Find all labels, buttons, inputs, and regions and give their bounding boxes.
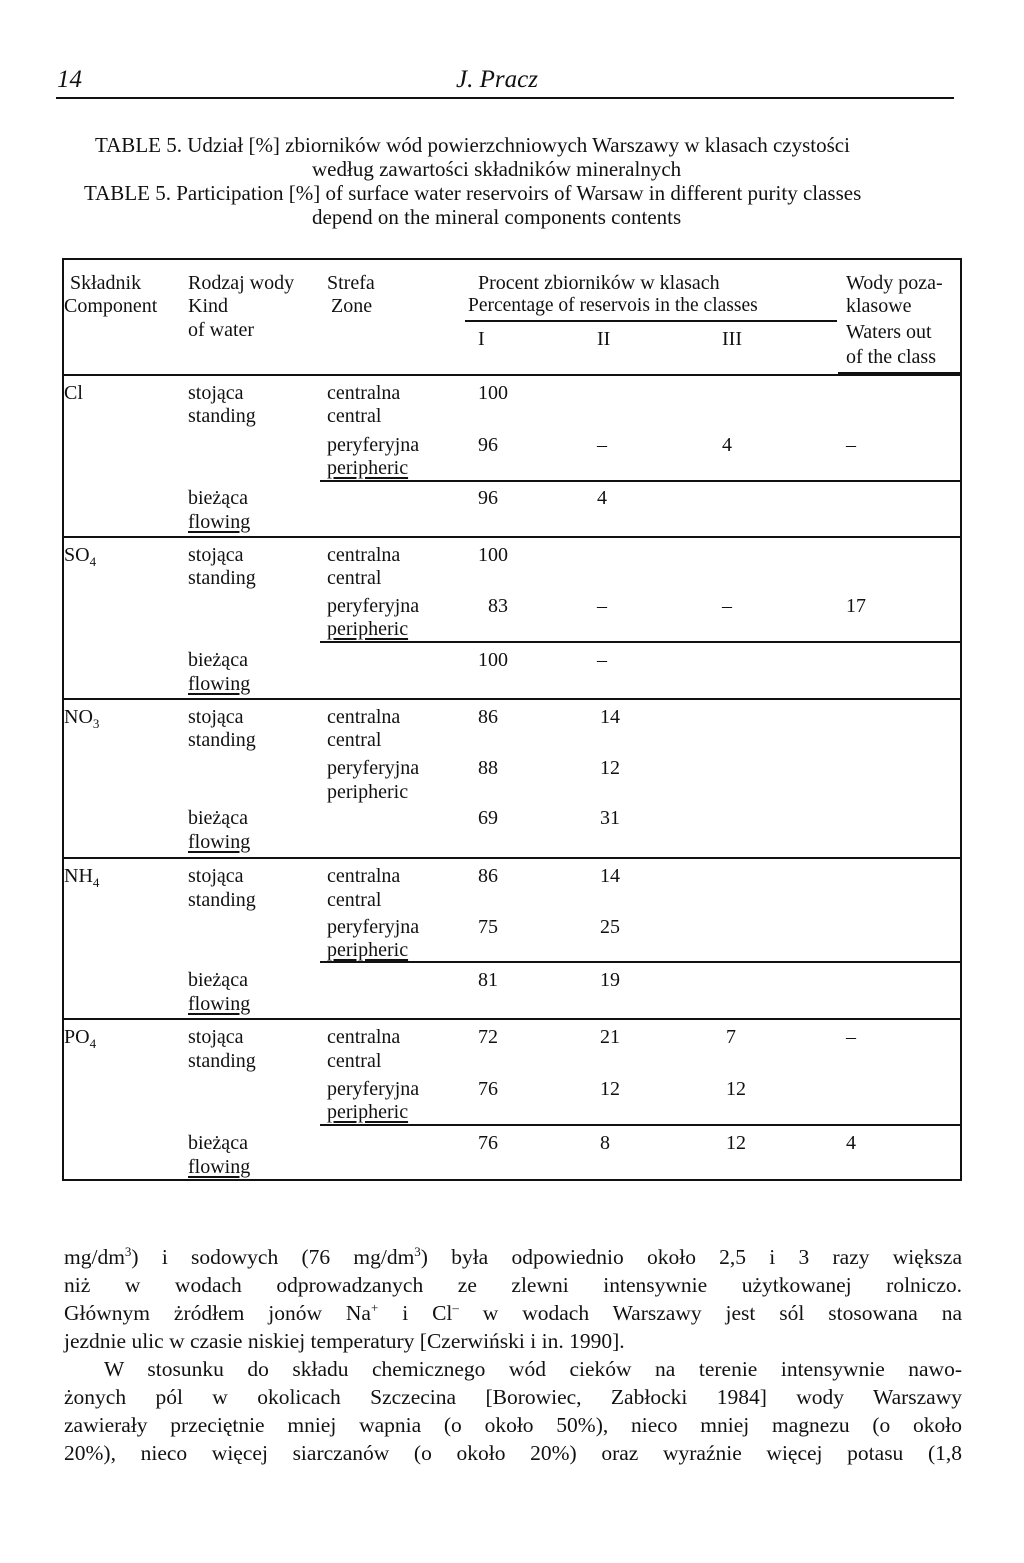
zone-peripheric-pl: peryferyjna <box>327 595 420 617</box>
value-class-3: 4 <box>722 434 732 456</box>
value-out-class: – <box>846 1026 856 1048</box>
kind-standing-pl: stojąca <box>188 865 244 887</box>
text-line: 20%), nieco więcej siarczanów (o około 20%) oraz wyraźnie więcej potasu (1,8 <box>64 1441 962 1465</box>
value-class-2: 14 <box>600 706 620 728</box>
kind-flowing-pl: bieżąca <box>188 1132 248 1154</box>
header-out-en-2: of the class <box>846 346 936 368</box>
zone-peripheric-en: peripheric <box>327 618 409 640</box>
percent-header-rule <box>465 320 837 322</box>
text-line: $mg/dm^3$) i sodowych (76 $mg/dm^3$) była odpowiednio około 2,5 i 3 razy większa <box>64 1243 962 1269</box>
kind-standing-pl: stojąca <box>188 382 244 404</box>
value-class-2: 19 <box>600 969 620 991</box>
kind-flowing-pl: bieżąca <box>188 807 248 829</box>
zone-central-pl: centralna <box>327 544 401 566</box>
zone-peripheric-en: peripheric <box>327 1101 409 1123</box>
zone-peripheric-pl: peryferyjna <box>327 434 420 456</box>
header-out-pl-2: klasowe <box>846 295 912 317</box>
row-rule <box>320 1124 962 1126</box>
value-class-1: 86 <box>478 706 498 728</box>
kind-flowing-en: flowing <box>188 993 251 1015</box>
header-bottom-rule <box>62 374 962 376</box>
header-out-en-1: Waters out <box>846 321 932 343</box>
kind-flowing-en: flowing <box>188 511 251 533</box>
zone-central-en: central <box>327 405 382 427</box>
value-class-1: 76 <box>478 1078 498 1100</box>
group-rule <box>62 857 962 859</box>
body-paragraph-2 <box>64 1355 962 1467</box>
group-rule <box>62 1018 962 1020</box>
value-class-1: 88 <box>478 757 498 779</box>
zone-central-en: central <box>327 889 382 911</box>
text-line: jezdnie ulic w czasie niskiej temperatury [Czerwiński i in. 1990]. <box>64 1329 625 1353</box>
kind-standing-en: standing <box>188 729 256 751</box>
page-number: 14 <box>57 66 82 93</box>
row-rule <box>320 480 962 482</box>
value-class-2: 8 <box>600 1132 610 1154</box>
value-class-1: 83 <box>488 595 508 617</box>
component-no3: $NO_3$ <box>64 706 100 731</box>
out-class-header-rule <box>838 372 962 374</box>
value-class-2: 31 <box>600 807 620 829</box>
header-component-pl: Składnik <box>70 272 142 294</box>
header-out-pl-1: Wody poza- <box>846 272 943 294</box>
header-component-en: Component <box>64 295 158 317</box>
kind-flowing-pl: bieżąca <box>188 649 248 671</box>
value-class-1: 81 <box>478 969 498 991</box>
kind-flowing-en: flowing <box>188 673 251 695</box>
value-class-2: 25 <box>600 916 620 938</box>
component-po4: $PO_4$ <box>64 1026 97 1051</box>
group-rule <box>62 536 962 538</box>
header-rule <box>56 97 954 99</box>
zone-peripheric-pl: peryferyjna <box>327 1078 420 1100</box>
component-nh4: $NH_4$ <box>64 865 100 890</box>
zone-central-en: central <box>327 729 382 751</box>
value-class-2: – <box>597 434 607 456</box>
text-line: Głównym żródłem jonów Na+ i Cl– w wodach Warszawy jest sól stosowana na <box>64 1299 963 1325</box>
zone-peripheric-en: peripheric <box>327 781 409 803</box>
zone-central-pl: centralna <box>327 382 401 404</box>
component-cl: Cl <box>64 382 83 404</box>
header-percent-pl: Procent zbiorników w klasach <box>478 272 720 294</box>
kind-standing-pl: stojąca <box>188 706 244 728</box>
component-so4: $SO_4$ <box>64 544 97 569</box>
value-class-1: 69 <box>478 807 498 829</box>
zone-central-en: central <box>327 567 382 589</box>
value-class-2: 12 <box>600 1078 620 1100</box>
zone-peripheric-en: peripheric <box>327 457 409 479</box>
row-rule <box>320 961 962 963</box>
kind-flowing-pl: bieżąca <box>188 487 248 509</box>
kind-standing-en: standing <box>188 1050 256 1072</box>
value-out-class: – <box>846 434 856 456</box>
kind-flowing-pl: bieżąca <box>188 969 248 991</box>
value-out-class: 4 <box>846 1132 856 1154</box>
caption-line: według zawartości składników mineralnych <box>312 157 682 181</box>
value-class-1: 100 <box>478 382 508 404</box>
text-line: żonych pól w okolicach Szczecina [Borowiec, Zabłocki 1984] wody Warszawy <box>64 1385 962 1409</box>
value-class-2: 14 <box>600 865 620 887</box>
zone-peripheric-pl: peryferyjna <box>327 916 420 938</box>
value-class-3: – <box>722 595 732 617</box>
header-kind-pl: Rodzaj wody <box>188 272 295 294</box>
kind-standing-en: standing <box>188 405 256 427</box>
value-class-1: 100 <box>478 544 508 566</box>
table-caption <box>62 133 962 229</box>
value-class-1: 86 <box>478 865 498 887</box>
caption-line: depend on the mineral components contents <box>312 205 682 229</box>
header-class-1: I <box>478 328 485 350</box>
value-class-3: 12 <box>726 1132 746 1154</box>
kind-standing-en: standing <box>188 889 256 911</box>
value-class-3: 7 <box>726 1026 736 1048</box>
text-line: niż w wodach odprowadzanych ze zlewni intensywnie użytkowanej rolniczo. <box>64 1273 962 1297</box>
value-class-1: 72 <box>478 1026 498 1048</box>
value-out-class: 17 <box>846 595 866 617</box>
value-class-1: 96 <box>478 487 498 509</box>
zone-central-pl: centralna <box>327 706 401 728</box>
header-zone-en: Zone <box>331 295 373 317</box>
caption-line: TABLE 5. Participation [%] of surface water reservoirs of Warsaw in different purity classes <box>84 181 862 205</box>
value-class-1: 75 <box>478 916 498 938</box>
text-line: zawierały przeciętnie mniej wapnia (o około 50%), nieco mniej magnezu (o około <box>64 1413 962 1437</box>
row-rule <box>320 641 962 643</box>
value-class-1: 100 <box>478 649 508 671</box>
group-rule <box>62 698 962 700</box>
value-class-2: – <box>597 649 607 671</box>
kind-standing-en: standing <box>188 567 256 589</box>
header-kind-en: Kind <box>188 295 228 317</box>
zone-central-pl: centralna <box>327 865 401 887</box>
zone-central-en: central <box>327 1050 382 1072</box>
header-class-2: II <box>597 328 611 350</box>
caption-line: TABLE 5. Udział [%] zbiorników wód powierzchniowych Warszawy w klasach czystości <box>95 133 850 157</box>
zone-central-pl: centralna <box>327 1026 401 1048</box>
value-class-1: 96 <box>478 434 498 456</box>
kind-standing-pl: stojąca <box>188 544 244 566</box>
running-title: J. Pracz <box>456 66 538 93</box>
value-class-2: – <box>597 595 607 617</box>
value-class-1: 76 <box>478 1132 498 1154</box>
text-line: W stosunku do składu chemicznego wód cieków na terenie intensywnie nawo- <box>104 1357 962 1381</box>
header-kind-en-2: of water <box>188 319 255 341</box>
value-class-2: 21 <box>600 1026 620 1048</box>
kind-standing-pl: stojąca <box>188 1026 244 1048</box>
value-class-3: 12 <box>726 1078 746 1100</box>
header-zone-pl: Strefa <box>327 272 375 294</box>
kind-flowing-en: flowing <box>188 1156 251 1178</box>
body-paragraph-1 <box>64 1243 962 1355</box>
zone-peripheric-en: peripheric <box>327 939 409 961</box>
value-class-2: 12 <box>600 757 620 779</box>
zone-peripheric-pl: peryferyjna <box>327 757 420 779</box>
value-class-2: 4 <box>597 487 607 509</box>
header-percent-en: Percentage of reservois in the classes <box>468 295 758 316</box>
kind-flowing-en: flowing <box>188 831 251 853</box>
header-class-3: III <box>722 328 742 350</box>
